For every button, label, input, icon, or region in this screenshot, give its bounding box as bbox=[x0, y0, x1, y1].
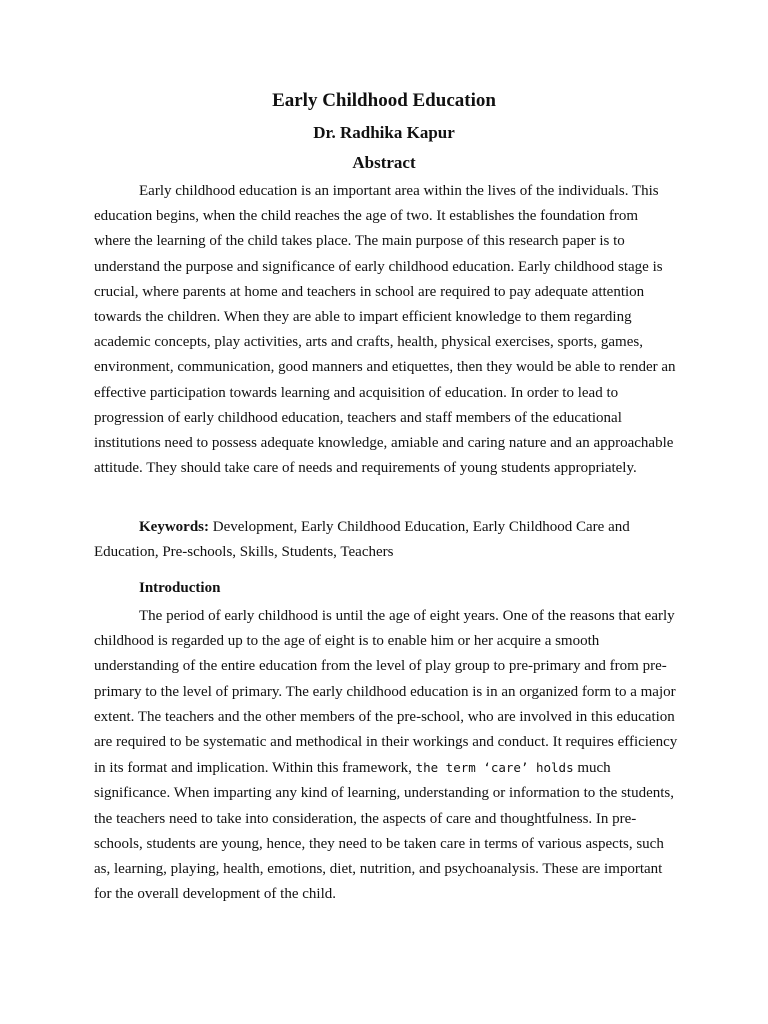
introduction-text-part1: The period of early childhood is until the age of eight years. One of the reasons that early childhood is regarded up to the age of eight is to enable him or her acquire a smooth understanding of the entire education from the level of play group to pre-primary and from pre-primary to the level of primary. The early childhood education is in an organized form to a major extent. The teachers and the other members of the pre-school, who are involved in this education are required to be systematic and methodical in their workings and conduct. It requires efficiency in its format and implication. Within this framework, bbox=[94, 608, 678, 777]
keywords-text: Development, Early Childhood Education, Early Childhood Care and Education, Pre-schools, Skills, Students, Teachers bbox=[94, 519, 630, 561]
abstract-heading: Abstract bbox=[352, 153, 416, 172]
abstract-paragraph: Early childhood education is an important area within the lives of the individuals. This education begins, when the child reaches the age of two. It establishes the foundation from where the learning of the child takes place. The main purpose of this research paper is to understand the purpose and significance of early childhood education. Early childhood stage is crucial, where parents at home and teachers in school are required to pay adequate attention towards the children. When they are able to impart efficient knowledge to them regarding academic concepts, play activities, arts and crafts, health, physical exercises, sports, games, environment, communication, good manners and etiquettes, then they would be able to render an effective participation towards learning and acquisition of education. In order to lead to progression of early childhood education, teachers and staff members of the educational institutions need to possess adequate knowledge, amiable and caring nature and an approachable attitude. They should take care of needs and requirements of young students appropriately. bbox=[94, 183, 676, 477]
introduction-paragraph bbox=[94, 604, 678, 907]
introduction-text-monospace: the term ‘care’ holds bbox=[415, 760, 574, 776]
keywords-paragraph bbox=[94, 515, 678, 565]
keywords-label: Keywords: bbox=[139, 519, 209, 535]
paper-title: Early Childhood Education bbox=[272, 90, 496, 111]
author-name: Dr. Radhika Kapur bbox=[313, 123, 455, 142]
introduction-text-part2: much significance. When imparting any kind of learning, understanding or information to the students, the teachers need to take into consideration, the aspects of care and thoughtfulness. In pre-schools, students are young, hence, they need to be taken care in terms of various aspects, such as, learning, playing, health, emotions, diet, nutrition, and psychoanalysis. These are important for the overall development of the child. bbox=[94, 760, 675, 903]
introduction-heading: Introduction bbox=[139, 580, 221, 596]
